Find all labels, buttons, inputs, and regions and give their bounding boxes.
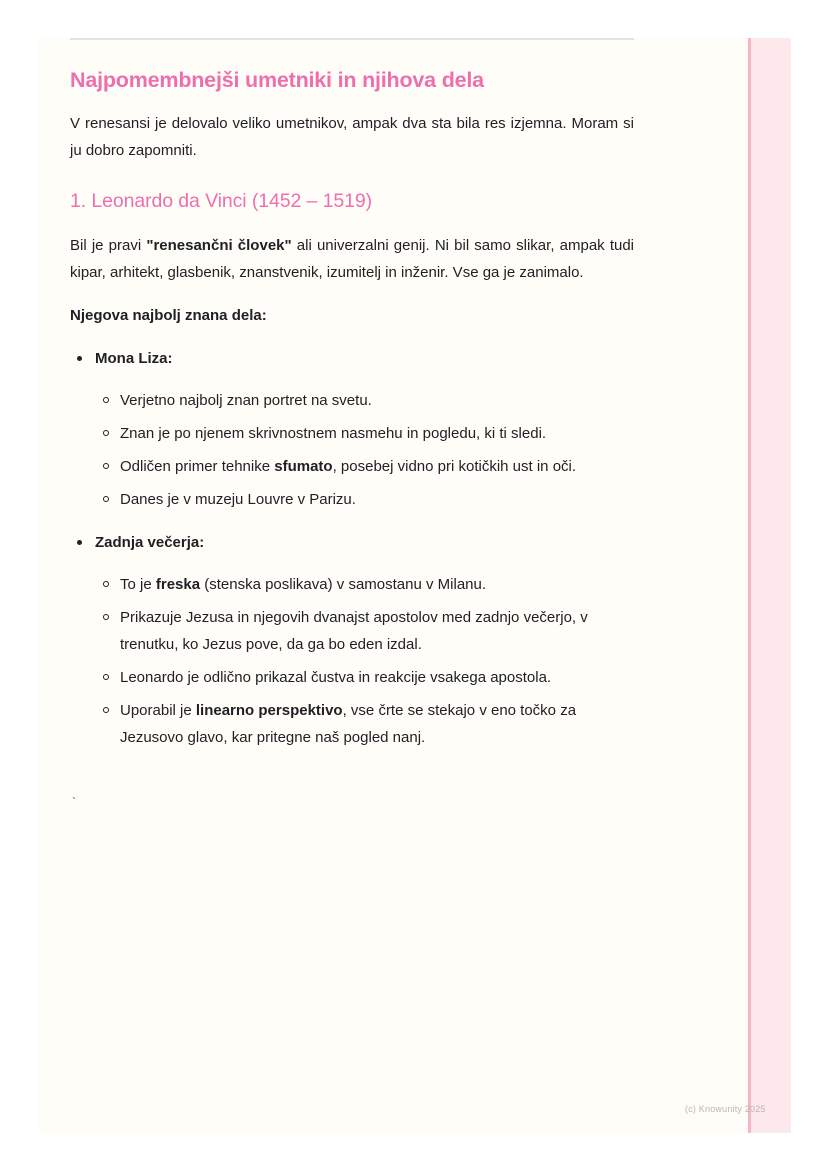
circle-bullet-icon: [103, 397, 109, 403]
list-item: [95, 453, 634, 480]
point-text: (stenska poslikava) v samostanu v Milanu.: [200, 576, 487, 593]
point-text: Znan je po njenem skrivnostnem nasmehu in pogledu, ki ti sledi.: [120, 425, 547, 442]
work-item-zadnja-vecerja: [70, 529, 634, 751]
work-title: Zadnja večerja:: [95, 534, 205, 551]
work-points: [95, 571, 634, 751]
list-item: [95, 604, 634, 658]
bio-text: Bil je pravi: [70, 237, 147, 254]
circle-bullet-icon: [103, 430, 109, 436]
point-text: , posebej vidno pri kotičkih ust in oči.: [332, 458, 577, 475]
circle-bullet-icon: [103, 496, 109, 502]
list-item: [95, 664, 634, 691]
work-points: [95, 387, 634, 513]
bio-bold-term: "renesančni človek": [146, 237, 292, 254]
point-bold-term: sfumato: [274, 458, 333, 475]
stray-backtick: `: [72, 795, 76, 809]
circle-bullet-icon: [103, 581, 109, 587]
bullet-icon: [77, 540, 82, 545]
list-item: [95, 387, 634, 414]
point-text: Odličen primer tehnike: [120, 458, 275, 475]
bio-text: ali univerzalni genij. Ni bil samo slikar, ampak tudi kipar, arhitekt, glasbenik, znanstvenik, izumitelj in inženir. Vse ga je zanimalo.: [70, 237, 635, 281]
side-margin-band: [748, 38, 791, 1133]
list-item: [95, 697, 634, 751]
top-divider: [70, 38, 634, 40]
works-title: Njegova najbolj znana dela:: [70, 307, 267, 324]
circle-bullet-icon: [103, 614, 109, 620]
point-text: Prikazuje Jezusa in njegovih dvanajst apostolov med zadnjo večerjo, v trenutku, ko Jezus pove, da ga bo eden izdal.: [120, 609, 588, 653]
section-heading: 1. Leonardo da Vinci (1452 – 1519): [70, 190, 372, 212]
point-bold-term: linearno perspektivo: [195, 702, 343, 719]
point-text: To je: [120, 576, 156, 593]
point-text: , vse črte se stekajo v eno točko za Jezusovo glavo, kar pritegne naš pogled nanj.: [120, 702, 577, 746]
works-list: [70, 345, 634, 751]
list-item: [95, 486, 634, 513]
point-text: Verjetno najbolj znan portret na svetu.: [120, 392, 372, 409]
circle-bullet-icon: [103, 463, 109, 469]
bio-paragraph: [70, 232, 634, 286]
intro-paragraph: V renesansi je delovalo veliko umetnikov, ampak dva sta bila res izjemna. Moram si ju dobro zapomniti.: [70, 115, 634, 159]
circle-bullet-icon: [103, 707, 109, 713]
circle-bullet-icon: [103, 674, 109, 680]
work-item-mona-liza: [70, 345, 634, 513]
work-title: Mona Liza:: [95, 350, 173, 367]
point-text: Danes je v muzeju Louvre v Parizu.: [120, 491, 356, 508]
point-bold-term: freska: [155, 576, 201, 593]
point-text: Leonardo je odlično prikazal čustva in reakcije vsakega apostola.: [120, 669, 552, 686]
list-item: [95, 420, 634, 447]
bullet-icon: [77, 356, 82, 361]
point-text: Uporabil je: [120, 702, 196, 719]
page-title: Najpomembnejši umetniki in njihova dela: [70, 68, 484, 92]
copyright-footer: (c) Knowunity 2025: [685, 1104, 766, 1114]
list-item: [95, 571, 634, 598]
document-content: [70, 62, 634, 751]
